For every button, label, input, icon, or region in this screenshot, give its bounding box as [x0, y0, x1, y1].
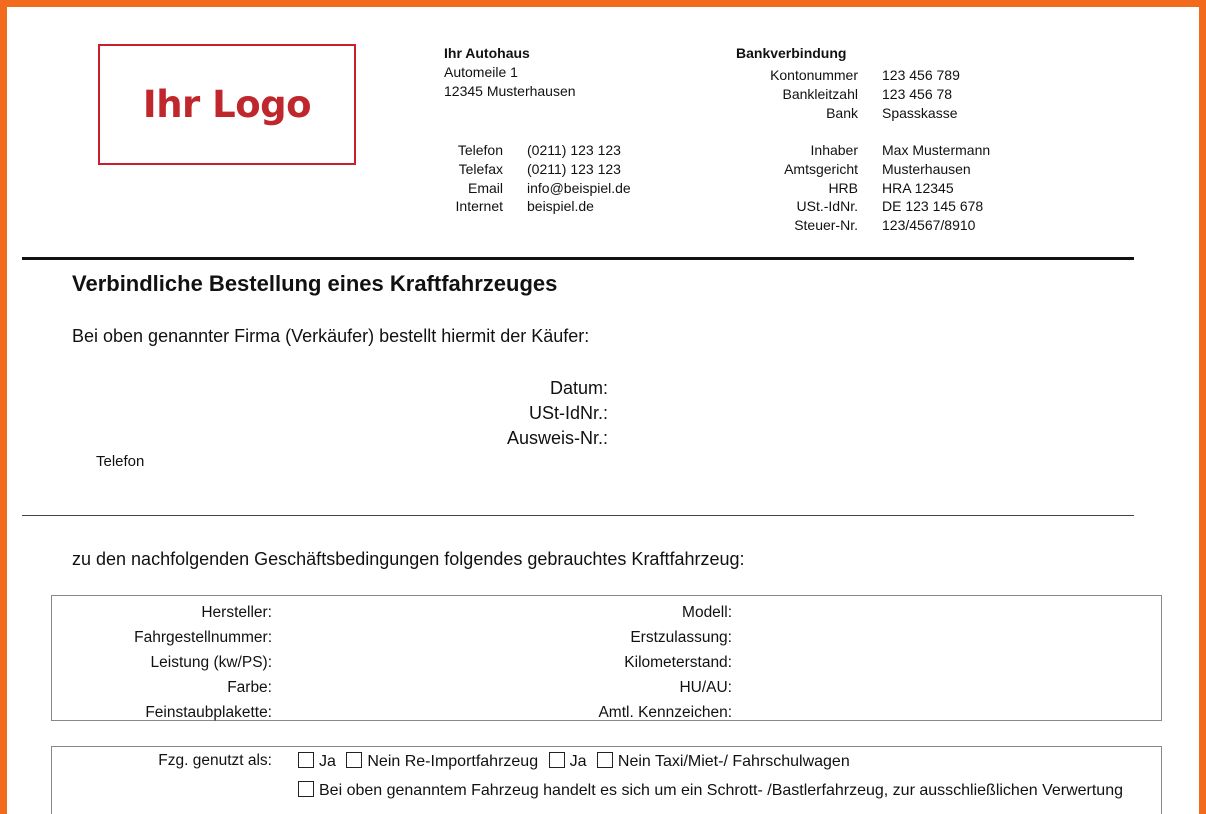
vehicle-field-label: Leistung (kw/PS):: [150, 654, 272, 671]
vehicle-field-label: Feinstaubplakette:: [145, 704, 272, 721]
bank-value: Spasskasse: [882, 104, 958, 121]
scrap-vehicle-text: Bei oben genanntem Fahrzeug handelt es sich um ein Schrott- /Bastlerfahrzeug, zur ausschließlichen Verwertung: [319, 782, 1123, 799]
legal-label: Amtsgericht: [784, 160, 858, 177]
legal-value: HRA 12345: [882, 179, 954, 196]
usage-box: [51, 746, 1162, 814]
bank-value: 123 456 78: [882, 85, 953, 102]
bank-labels: [707, 66, 858, 122]
logo-placeholder: [98, 44, 356, 165]
contact-value: (0211) 123 123: [527, 160, 621, 177]
order-form-page: [7, 7, 1199, 814]
usage-taxi-no-checkbox[interactable]: [597, 752, 613, 768]
option-label: Ja: [319, 753, 336, 770]
bank-heading: Bankverbindung: [736, 45, 847, 61]
bank-values: [882, 66, 960, 122]
contact-label: Email: [467, 179, 503, 196]
bank-value: 123 456 789: [882, 67, 960, 83]
buyer-field-label: Ausweis-Nr.:: [506, 428, 608, 448]
contact-label: Telefax: [458, 160, 503, 177]
vehicle-right-labels: [532, 600, 732, 725]
usage-taxi-yes-checkbox[interactable]: [549, 752, 565, 768]
option-label: Ja: [569, 753, 587, 770]
contact-label: Telefon: [457, 142, 503, 158]
legal-label: HRB: [828, 179, 858, 196]
legal-label: Inhaber: [810, 142, 858, 158]
option-label: Nein Taxi/Miet-/ Fahrschulwagen: [617, 753, 850, 770]
company-city: 12345 Musterhausen: [444, 83, 576, 99]
contact-labels: [407, 141, 503, 216]
telefon-label: Telefon: [96, 453, 145, 470]
scrap-vehicle-row: [298, 781, 1129, 800]
legal-values: [882, 141, 990, 235]
vehicle-field-label: Farbe:: [227, 679, 272, 696]
vehicle-field-label: Erstzulassung:: [630, 629, 732, 646]
vehicle-field-label: HU/AU:: [679, 679, 732, 696]
usage-label: Fzg. genutzt als:: [158, 752, 272, 769]
vehicle-data-box: [51, 595, 1162, 721]
legal-labels: [707, 141, 858, 235]
legal-value: DE 123 145 678: [882, 198, 984, 215]
legal-value: 123/4567/8910: [882, 217, 976, 234]
vehicle-field-label: Kilometerstand:: [624, 654, 732, 671]
usage-reimport-yes-checkbox[interactable]: [298, 752, 314, 768]
conditions-text: zu den nachfolgenden Geschäftsbedingungen folgendes gebrauchtes Kraftfahrzeug:: [72, 549, 745, 569]
bank-label: Bank: [826, 104, 858, 121]
vehicle-field-label: Fahrgestellnummer:: [134, 629, 272, 646]
logo-text: Ihr Logo: [142, 83, 312, 126]
option-label: Nein Re-Importfahrzeug: [367, 753, 539, 770]
legal-value: Max Mustermann: [882, 142, 991, 158]
contact-value: info@beispiel.de: [527, 179, 631, 196]
usage-reimport-no-checkbox[interactable]: [346, 752, 362, 768]
vehicle-left-labels: [52, 600, 272, 725]
company-street: Automeile 1: [444, 64, 518, 80]
section-divider: [22, 515, 1134, 516]
contact-values: [527, 141, 631, 216]
buyer-fields: [427, 376, 608, 451]
bank-label: Bankleitzahl: [782, 85, 858, 102]
vehicle-field-label: Amtl. Kennzeichen:: [598, 704, 732, 721]
usage-options: [298, 752, 856, 771]
contact-value: (0211) 123 123: [527, 142, 621, 158]
legal-label: Steuer-Nr.: [794, 217, 858, 234]
bank-label: Kontonummer: [770, 67, 858, 83]
contact-value: beispiel.de: [527, 198, 594, 215]
scrap-vehicle-checkbox[interactable]: [298, 781, 314, 797]
legal-value: Musterhausen: [882, 160, 971, 177]
document-title: Verbindliche Bestellung eines Kraftfahrzeuges: [72, 271, 558, 296]
intro-text: Bei oben genannter Firma (Verkäufer) bestellt hiermit der Käufer:: [72, 326, 590, 346]
buyer-field-label: Datum:: [549, 378, 608, 398]
vehicle-field-label: Modell:: [682, 604, 732, 621]
header-divider: [22, 257, 1134, 260]
legal-label: USt.-IdNr.: [796, 198, 858, 215]
vehicle-field-label: Hersteller:: [201, 604, 272, 621]
buyer-field-label: USt-IdNr.:: [528, 403, 608, 423]
company-name: Ihr Autohaus: [444, 45, 530, 61]
contact-label: Internet: [455, 198, 503, 215]
